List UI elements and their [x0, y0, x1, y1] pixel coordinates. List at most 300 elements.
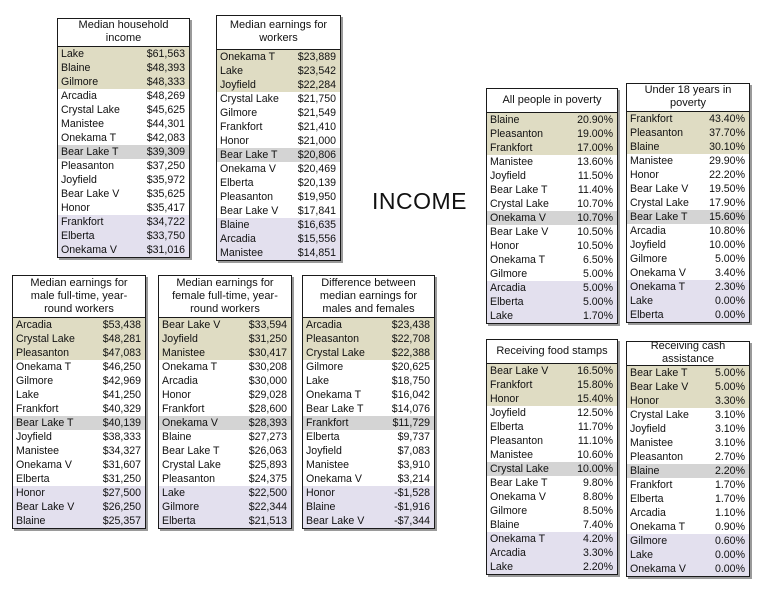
row-value: $31,250	[102, 473, 141, 485]
row-value: 10.70%	[577, 198, 613, 210]
row-value: 0.90%	[714, 521, 745, 533]
table-row	[487, 127, 617, 141]
row-name: Honor	[16, 487, 45, 499]
table-row	[487, 364, 617, 378]
table-food-stamps	[486, 339, 618, 575]
row-value: $34,722	[146, 216, 185, 228]
row-value: 9.80%	[582, 477, 613, 489]
row-value: 11.10%	[577, 435, 613, 447]
row-value: 2.30%	[714, 281, 745, 293]
row-name: Manistee	[490, 156, 533, 168]
row-value: 12.50%	[577, 407, 613, 419]
table-row	[13, 458, 145, 472]
row-name: Crystal Lake	[16, 333, 75, 345]
table-row	[487, 267, 617, 281]
table-title: All people in poverty	[487, 89, 617, 113]
row-value: 30.10%	[709, 141, 745, 153]
row-name: Bear Lake V	[630, 381, 689, 393]
row-name: Joyfield	[306, 445, 342, 457]
table-row	[217, 120, 340, 134]
row-value: 0.60%	[714, 535, 745, 547]
row-value: $20,469	[297, 163, 336, 175]
row-value: $18,750	[391, 375, 430, 387]
table-row	[159, 360, 291, 374]
row-name: Onekama V	[61, 244, 117, 256]
row-value: 3.40%	[714, 267, 745, 279]
row-value: 3.10%	[714, 423, 745, 435]
row-name: Joyfield	[162, 333, 198, 345]
table-all-people-poverty	[486, 88, 618, 324]
table-row	[159, 500, 291, 514]
row-value: $7,083	[397, 445, 430, 457]
table-row	[487, 183, 617, 197]
table-row	[627, 280, 749, 294]
row-value: $22,500	[248, 487, 287, 499]
row-value: $42,083	[146, 132, 185, 144]
row-value: $14,076	[391, 403, 430, 415]
table-row	[303, 472, 434, 486]
row-value: 2.70%	[714, 451, 745, 463]
table-row	[217, 148, 340, 162]
row-value: $27,273	[248, 431, 287, 443]
row-name: Bear Lake T	[220, 149, 278, 161]
row-name: Lake	[630, 295, 653, 307]
row-value: $40,139	[102, 417, 141, 429]
row-value: $21,000	[297, 135, 336, 147]
row-value: 0.00%	[714, 563, 745, 575]
row-name: Frankfort	[61, 216, 104, 228]
row-name: Bear Lake T	[490, 477, 548, 489]
row-value: 0.00%	[714, 309, 745, 321]
row-name: Gilmore	[162, 501, 200, 513]
row-value: 3.30%	[582, 547, 613, 559]
row-name: Bear Lake T	[16, 417, 74, 429]
table-row	[487, 490, 617, 504]
row-value: $31,016	[146, 244, 185, 256]
table-row	[58, 75, 189, 89]
table-title: Receiving food stamps	[487, 340, 617, 364]
row-name: Elberta	[61, 230, 95, 242]
row-name: Onekama T	[61, 132, 117, 144]
row-name: Onekama T	[162, 361, 218, 373]
row-name: Crystal Lake	[490, 198, 549, 210]
row-name: Frankfort	[490, 379, 533, 391]
row-value: $35,625	[146, 188, 185, 200]
table-row	[627, 562, 749, 576]
row-value: $19,950	[297, 191, 336, 203]
table-row	[627, 154, 749, 168]
row-name: Blaine	[162, 431, 192, 443]
row-name: Pleasanton	[306, 333, 360, 345]
row-name: Bear Lake T	[306, 403, 364, 415]
table-row	[627, 294, 749, 308]
row-value: $21,410	[297, 121, 336, 133]
row-value: 2.20%	[714, 465, 745, 477]
row-name: Frankfort	[630, 479, 673, 491]
row-name: Frankfort	[220, 121, 263, 133]
row-name: Honor	[490, 393, 519, 405]
row-value: 10.50%	[577, 240, 613, 252]
table-row	[159, 332, 291, 346]
table-row	[58, 201, 189, 215]
row-value: $30,000	[248, 375, 287, 387]
row-name: Crystal Lake	[306, 347, 365, 359]
table-title: Receiving cash assistance	[627, 342, 749, 366]
row-value: 19.50%	[709, 183, 745, 195]
table-row	[627, 126, 749, 140]
row-name: Bear Lake V	[630, 183, 689, 195]
row-name: Lake	[630, 549, 653, 561]
page-heading: INCOME	[372, 188, 467, 214]
table-title: Median earnings for male full-time, year-round workers	[13, 276, 145, 318]
row-name: Crystal Lake	[162, 459, 221, 471]
table-row	[13, 318, 145, 332]
row-value: 22.20%	[709, 169, 745, 181]
row-name: Pleasanton	[61, 160, 115, 172]
row-value: $20,806	[297, 149, 336, 161]
table-row	[159, 430, 291, 444]
row-name: Elberta	[630, 493, 664, 505]
row-value: $28,393	[248, 417, 287, 429]
row-name: Honor	[490, 240, 519, 252]
row-value: $44,301	[146, 118, 185, 130]
table-row	[627, 252, 749, 266]
row-name: Frankfort	[162, 403, 205, 415]
table-row	[217, 106, 340, 120]
row-value: 17.90%	[709, 197, 745, 209]
row-name: Honor	[61, 202, 90, 214]
row-value: $9,737	[397, 431, 430, 443]
table-row	[627, 168, 749, 182]
row-name: Crystal Lake	[630, 409, 689, 421]
row-value: $61,563	[146, 48, 185, 60]
table-row	[303, 458, 434, 472]
row-value: 1.70%	[582, 310, 613, 322]
table-row	[303, 388, 434, 402]
row-value: 15.60%	[709, 211, 745, 223]
table-title: Difference between median earnings for males and females	[303, 276, 434, 318]
row-value: $39,309	[146, 146, 185, 158]
row-value: 5.00%	[582, 296, 613, 308]
table-row	[627, 548, 749, 562]
row-name: Onekama T	[16, 361, 72, 373]
table-row	[13, 514, 145, 528]
row-name: Bear Lake V	[61, 188, 120, 200]
table-row	[58, 117, 189, 131]
row-name: Blaine	[220, 219, 250, 231]
row-name: Arcadia	[630, 225, 666, 237]
row-value: $29,028	[248, 389, 287, 401]
row-name: Onekama V	[16, 459, 72, 471]
row-value: $14,851	[297, 247, 336, 259]
row-value: $20,625	[391, 361, 430, 373]
row-value: $40,329	[102, 403, 141, 415]
row-name: Onekama V	[630, 563, 686, 575]
table-title: Median earnings for female full-time, year-round workers	[159, 276, 291, 318]
table-row	[217, 218, 340, 232]
row-name: Elberta	[630, 309, 664, 321]
table-row	[487, 518, 617, 532]
row-name: Elberta	[490, 296, 524, 308]
table-row	[303, 318, 434, 332]
row-name: Bear Lake V	[490, 226, 549, 238]
row-name: Lake	[16, 389, 39, 401]
row-name: Gilmore	[306, 361, 344, 373]
row-name: Onekama T	[220, 51, 276, 63]
row-value: $31,250	[248, 333, 287, 345]
row-value: 8.50%	[582, 505, 613, 517]
row-value: 3.10%	[714, 409, 745, 421]
row-name: Lake	[162, 487, 185, 499]
row-value: $48,269	[146, 90, 185, 102]
row-name: Crystal Lake	[220, 93, 279, 105]
row-value: 15.80%	[577, 379, 613, 391]
row-value: $25,893	[248, 459, 287, 471]
row-value: $26,250	[102, 501, 141, 513]
row-name: Bear Lake V	[16, 501, 75, 513]
table-row	[627, 436, 749, 450]
row-value: $30,208	[248, 361, 287, 373]
row-name: Bear Lake T	[630, 211, 688, 223]
row-value: $23,889	[297, 51, 336, 63]
row-name: Joyfield	[630, 423, 666, 435]
row-value: 1.70%	[714, 493, 745, 505]
row-name: Blaine	[630, 465, 660, 477]
row-value: $23,438	[391, 319, 430, 331]
row-value: $22,388	[391, 347, 430, 359]
table-row	[13, 444, 145, 458]
row-name: Joyfield	[220, 79, 256, 91]
row-name: Gilmore	[630, 253, 668, 265]
table-row	[13, 346, 145, 360]
row-name: Joyfield	[61, 174, 97, 186]
table-row	[217, 246, 340, 260]
row-value: 20.90%	[577, 114, 613, 126]
row-value: $20,139	[297, 177, 336, 189]
row-name: Honor	[220, 135, 249, 147]
table-row	[303, 402, 434, 416]
table-row	[13, 374, 145, 388]
table-row	[159, 472, 291, 486]
table-row	[13, 430, 145, 444]
row-name: Gilmore	[490, 268, 528, 280]
row-value: -$1,528	[394, 487, 430, 499]
table-row	[303, 416, 434, 430]
row-value: 13.60%	[577, 156, 613, 168]
row-name: Manistee	[162, 347, 205, 359]
row-value: 10.60%	[577, 449, 613, 461]
table-row	[303, 360, 434, 374]
table-row	[217, 176, 340, 190]
row-name: Gilmore	[630, 535, 668, 547]
row-name: Honor	[630, 395, 659, 407]
row-name: Bear Lake V	[490, 365, 549, 377]
row-value: $35,972	[146, 174, 185, 186]
table-row	[217, 92, 340, 106]
row-value: $35,417	[146, 202, 185, 214]
row-value: $21,513	[248, 515, 287, 527]
table-row	[159, 486, 291, 500]
table-row	[58, 159, 189, 173]
table-row	[217, 162, 340, 176]
row-name: Onekama V	[630, 267, 686, 279]
row-name: Blaine	[630, 141, 660, 153]
row-name: Crystal Lake	[630, 197, 689, 209]
table-title: Under 18 years in poverty	[627, 84, 749, 112]
table-row	[58, 215, 189, 229]
row-name: Manistee	[306, 459, 349, 471]
table-row	[487, 113, 617, 127]
row-value: $16,042	[391, 389, 430, 401]
row-value: 5.00%	[582, 268, 613, 280]
table-row	[627, 224, 749, 238]
row-name: Joyfield	[16, 431, 52, 443]
row-value: 5.00%	[714, 367, 745, 379]
row-value: 37.70%	[709, 127, 745, 139]
row-value: -$1,916	[394, 501, 430, 513]
row-name: Onekama T	[306, 389, 362, 401]
row-value: $22,344	[248, 501, 287, 513]
row-name: Manistee	[630, 155, 673, 167]
table-row	[627, 308, 749, 322]
table-difference-male-female	[302, 275, 435, 529]
row-name: Arcadia	[16, 319, 52, 331]
row-name: Arcadia	[162, 375, 198, 387]
table-row	[58, 243, 189, 257]
row-value: $30,417	[248, 347, 287, 359]
row-value: 11.40%	[577, 184, 613, 196]
table-row	[58, 61, 189, 75]
row-name: Pleasanton	[16, 347, 70, 359]
row-name: Elberta	[162, 515, 196, 527]
row-value: $48,393	[146, 62, 185, 74]
table-row	[487, 420, 617, 434]
table-row	[487, 281, 617, 295]
table-row	[627, 366, 749, 380]
table-row	[303, 444, 434, 458]
row-name: Lake	[61, 48, 84, 60]
table-row	[487, 448, 617, 462]
row-value: 1.70%	[714, 479, 745, 491]
table-row	[159, 416, 291, 430]
table-row	[13, 402, 145, 416]
row-name: Joyfield	[490, 407, 526, 419]
row-value: 43.40%	[709, 113, 745, 125]
row-name: Elberta	[490, 421, 524, 433]
row-value: 6.50%	[582, 254, 613, 266]
row-name: Bear Lake T	[490, 184, 548, 196]
row-name: Bear Lake V	[162, 319, 221, 331]
row-name: Frankfort	[490, 142, 533, 154]
row-name: Bear Lake T	[61, 146, 119, 158]
row-name: Onekama V	[162, 417, 218, 429]
row-name: Arcadia	[490, 547, 526, 559]
table-row	[58, 103, 189, 117]
row-value: 10.00%	[709, 239, 745, 251]
row-value: $22,708	[391, 333, 430, 345]
table-row	[159, 374, 291, 388]
table-row	[487, 560, 617, 574]
table-row	[487, 406, 617, 420]
row-name: Bear Lake V	[220, 205, 279, 217]
table-row	[159, 514, 291, 528]
table-row	[58, 47, 189, 61]
row-value: -$7,344	[394, 515, 430, 527]
row-name: Manistee	[630, 437, 673, 449]
row-value: 0.00%	[714, 549, 745, 561]
row-name: Honor	[162, 389, 191, 401]
row-name: Frankfort	[306, 417, 349, 429]
row-name: Honor	[306, 487, 335, 499]
row-value: 10.80%	[709, 225, 745, 237]
row-value: $15,556	[297, 233, 336, 245]
table-row	[487, 476, 617, 490]
table-row	[303, 430, 434, 444]
row-value: 0.00%	[714, 295, 745, 307]
row-value: $47,083	[102, 347, 141, 359]
row-name: Pleasanton	[490, 128, 544, 140]
table-row	[217, 64, 340, 78]
table-row	[627, 534, 749, 548]
table-row	[303, 514, 434, 528]
row-value: $27,500	[102, 487, 141, 499]
row-value: 3.10%	[714, 437, 745, 449]
table-row	[58, 89, 189, 103]
table-row	[58, 173, 189, 187]
row-name: Lake	[490, 561, 513, 573]
table-row	[487, 239, 617, 253]
row-value: $3,214	[397, 473, 430, 485]
row-name: Crystal Lake	[490, 463, 549, 475]
row-value: $31,607	[102, 459, 141, 471]
row-name: Lake	[220, 65, 243, 77]
table-row	[627, 196, 749, 210]
row-name: Onekama V	[490, 212, 546, 224]
table-row	[13, 388, 145, 402]
table-row	[487, 546, 617, 560]
table-row	[627, 506, 749, 520]
row-name: Onekama T	[490, 533, 546, 545]
table-row	[627, 520, 749, 534]
row-name: Joyfield	[490, 170, 526, 182]
row-name: Onekama V	[220, 163, 276, 175]
row-name: Frankfort	[630, 113, 673, 125]
row-name: Gilmore	[220, 107, 258, 119]
row-value: 5.00%	[582, 282, 613, 294]
table-row	[58, 131, 189, 145]
table-median-household-income	[57, 18, 190, 258]
table-row	[487, 504, 617, 518]
table-under-18-poverty	[626, 83, 750, 323]
row-name: Honor	[630, 169, 659, 181]
table-row	[487, 532, 617, 546]
table-row	[303, 346, 434, 360]
row-value: $11,729	[392, 417, 430, 429]
row-value: 3.30%	[714, 395, 745, 407]
table-row	[627, 422, 749, 436]
row-value: 29.90%	[709, 155, 745, 167]
row-value: 16.50%	[577, 365, 613, 377]
row-value: $53,438	[102, 319, 141, 331]
row-name: Blaine	[61, 62, 91, 74]
row-value: $41,250	[102, 389, 141, 401]
row-name: Blaine	[16, 515, 46, 527]
row-value: $25,357	[102, 515, 141, 527]
row-name: Manistee	[490, 449, 533, 461]
table-title: Median household income	[58, 19, 189, 47]
table-row	[627, 492, 749, 506]
row-value: 1.10%	[714, 507, 745, 519]
